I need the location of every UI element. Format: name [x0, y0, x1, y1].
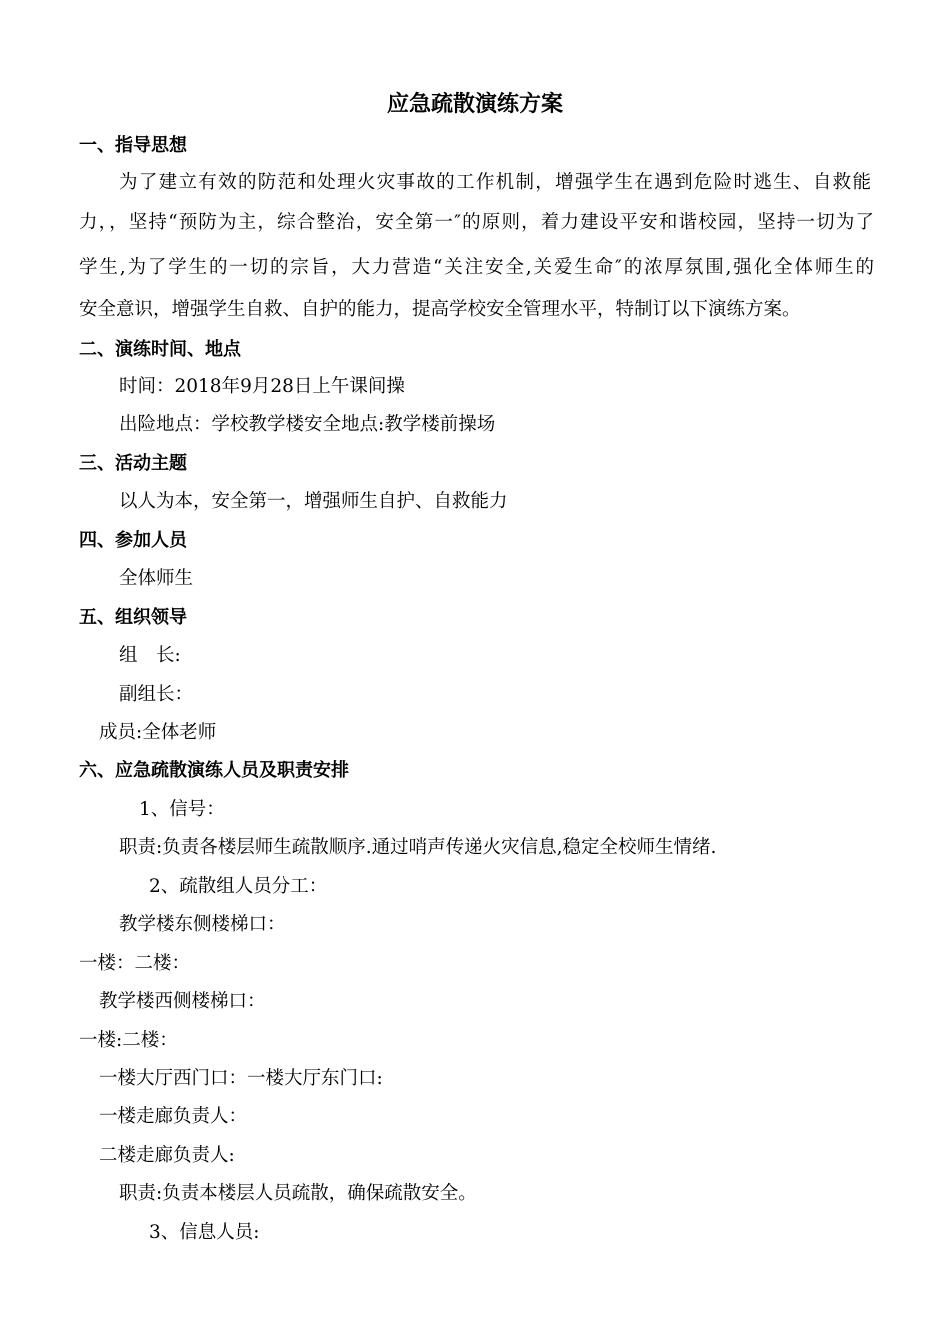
hall-doors-line: 一楼大厅西门口：一楼大厅东门口: — [99, 1068, 383, 1089]
section-heading-leadership: 五、组织领导 — [79, 607, 187, 628]
east-stairs-line: 教学楼东侧楼梯口： — [119, 914, 286, 935]
item-information-staff: 3、信息人员: — [149, 1222, 260, 1243]
theme-text: 以人为本，安全第一，增强师生自护、自救能力 — [119, 491, 508, 512]
document-title: 应急疏散演练方案 — [386, 92, 563, 117]
drill-time: 时间：2018年9月28日上午课间操 — [119, 376, 405, 397]
corridor-1f-line: 一楼走廊负责人： — [99, 1106, 248, 1127]
section-heading-theme: 三、活动主题 — [79, 453, 187, 474]
west-floors-line: 一楼:二楼： — [79, 1030, 178, 1051]
section-heading-roles: 六、应急疏散演练人员及职责安排 — [79, 760, 349, 781]
west-stairs-line: 教学楼西侧楼梯口： — [99, 991, 266, 1012]
duty-signal: 职责:负责各楼层师生疏散顺序.通过哨声传递火灾信息,稳定全校师生情绪. — [119, 837, 717, 858]
paragraph-line: 为了建立有效的防范和处理火灾事故的工作机制，增强学生在遇到危险时逃生、自救能 — [119, 172, 871, 193]
members-line: 成员:全体老师 — [99, 722, 217, 743]
participants-text: 全体师生 — [119, 568, 194, 589]
drill-place: 出险地点：学校教学楼安全地点:教学楼前操场 — [119, 414, 496, 435]
section-heading-participants: 四、参加人员 — [79, 530, 187, 551]
paragraph-line: 力，，坚持“预防为主，综合整治，安全第一″的原则，着力建设平安和谐校园，坚持一切为了 — [79, 212, 874, 233]
east-floors-line: 一楼：二楼： — [79, 953, 191, 974]
deputy-leader-line: 副组长： — [119, 684, 194, 705]
paragraph-line: 学生,为了学生的一切的宗旨，大力营造“关注安全,关爱生命″的浓厚氛围,强化全体师生的 — [79, 257, 874, 278]
item-signal: 1、信号： — [139, 799, 225, 820]
paragraph-line: 安全意识，增强学生自救、自护的能力，提高学校安全管理水平，特制订以下演练方案。 — [79, 299, 801, 320]
corridor-2f-line: 二楼走廊负责人: — [99, 1145, 235, 1166]
item-evacuation-group: 2、疏散组人员分工： — [149, 876, 328, 897]
duty-evacuation: 职责:负责本楼层人员疏散，确保疏散安全。 — [119, 1183, 477, 1204]
leader-line: 组 长: — [119, 645, 181, 666]
section-heading-guiding-thought: 一、指导思想 — [79, 135, 187, 156]
section-heading-time-place: 二、演练时间、地点 — [79, 339, 241, 360]
